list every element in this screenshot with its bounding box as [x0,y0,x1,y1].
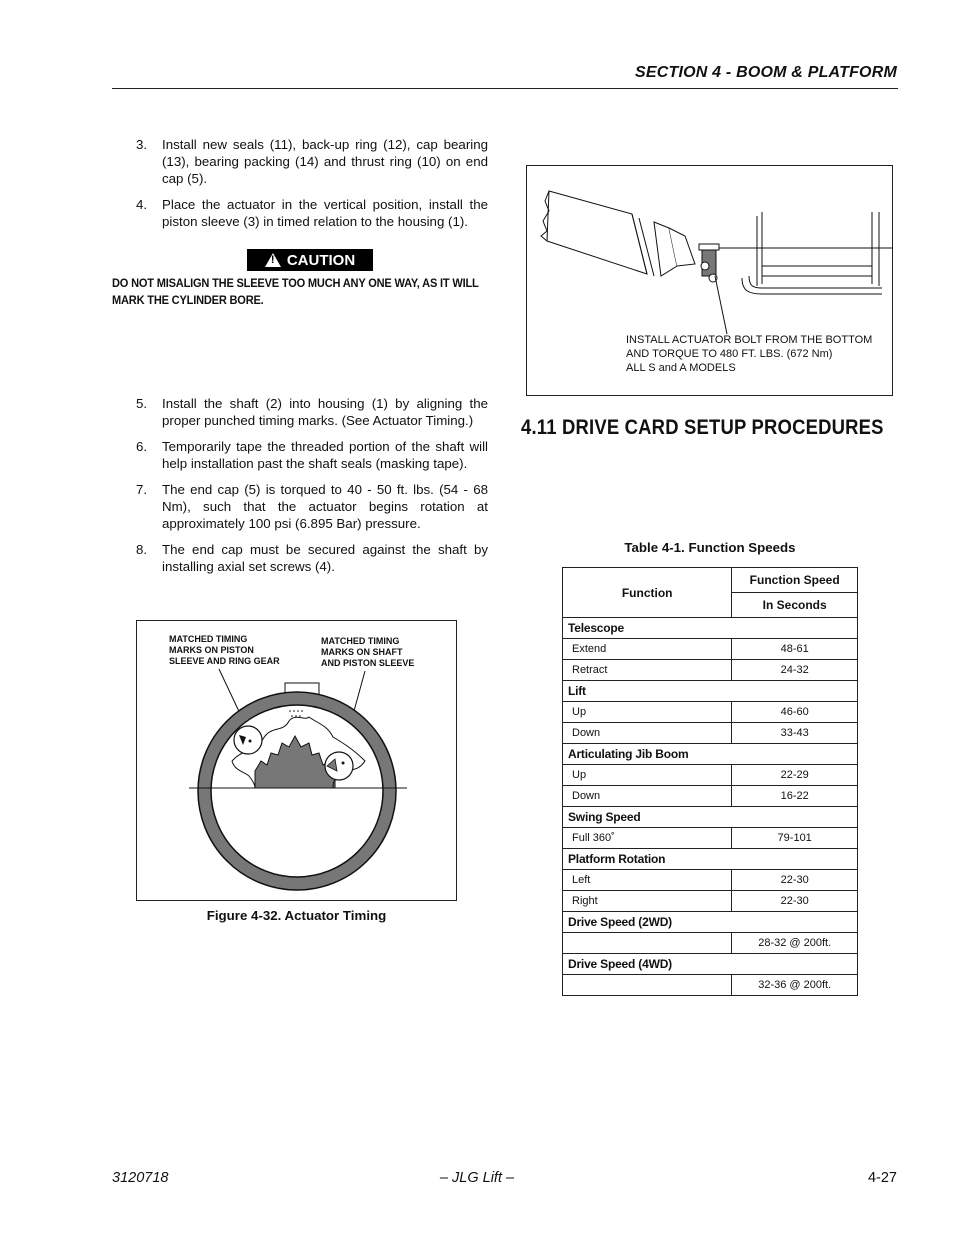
step-number: 6. [136,439,148,454]
actuator-timing-figure [136,620,457,901]
actuator-bolt-drawing [527,166,892,395]
column-header-function: Function [563,568,732,618]
table-row [563,723,858,744]
column-header-speed: Function Speed [732,568,858,593]
section-heading: 4.11 DRIVE CARD SETUP PROCEDURES [521,416,884,439]
function-label: Extend [563,639,732,660]
actuator-timing-drawing [137,621,456,900]
step-text: Temporarily tape the threaded portion of the shaft will help installation past the shaft seals (masking tape). [162,439,488,471]
install-note-text: INSTALL ACTUATOR BOLT FROM THE BOTTOM AND TORQUE TO 480 FT. LBS. (672 Nm) ALL S and A MODELS [626,334,873,374]
function-label: Down [563,786,732,807]
function-label: Left [563,870,732,891]
table-caption: Table 4-1. Function Speeds [624,540,796,555]
step-number: 7. [136,482,148,497]
table-category-row [563,954,858,975]
speed-value: 22-30 [732,870,858,891]
table-category-row [563,807,858,828]
function-label: Right [563,891,732,912]
procedure-steps-part-1 [112,136,488,239]
figure-label-left: MATCHED TIMING MARKS ON PISTON SLEEVE AND RING GEAR [169,634,280,666]
function-speeds-table [562,567,858,996]
section-header-title: SECTION 4 - BOOM & PLATFORM [635,64,897,81]
step-number: 4. [136,197,148,212]
category-label: Articulating Jib Boom [563,744,858,765]
function-label: Down [563,723,732,744]
category-label: Lift [563,681,858,702]
table-category-row [563,618,858,639]
table-row [563,975,858,996]
speed-value: 46-60 [732,702,858,723]
actuator-bolt-figure [526,165,893,396]
function-label: Full 360˚ [563,828,732,849]
table-row [563,870,858,891]
table-category-row [563,681,858,702]
caution-badge [247,249,373,271]
footer-publisher: – JLG Lift – [439,1170,515,1186]
caution-label: CAUTION [286,251,356,269]
category-label: Drive Speed (4WD) [563,954,858,975]
warning-triangle-icon [265,253,281,267]
procedure-step [112,438,488,472]
table-row [563,786,858,807]
speed-value: 79-101 [732,828,858,849]
table-category-row [563,849,858,870]
figure-label-right: MATCHED TIMING MARKS ON SHAFT AND PISTON SLEEVE [321,636,415,668]
function-label [563,933,732,954]
step-text: The end cap must be secured against the shaft by installing axial set screws (4). [162,542,488,574]
procedure-steps-part-2 [112,395,488,584]
procedure-step [112,481,488,532]
function-label: Up [563,765,732,786]
speed-value: 24-32 [732,660,858,681]
speed-value: 28-32 @ 200ft. [732,933,858,954]
function-label: Retract [563,660,732,681]
speed-value: 32-36 @ 200ft. [732,975,858,996]
table-category-row [563,744,858,765]
procedure-step [112,196,488,230]
footer-page-number: 4-27 [867,1170,897,1186]
table-row [563,639,858,660]
caution-text: DO NOT MISALIGN THE SLEEVE TOO MUCH ANY ONE WAY, AS IT WILL MARK THE CYLINDER BORE. [112,276,479,307]
category-label: Platform Rotation [563,849,858,870]
step-number: 5. [136,396,148,411]
table-row [563,660,858,681]
table-row [563,828,858,849]
step-number: 8. [136,542,148,557]
speed-value: 22-30 [732,891,858,912]
category-label: Swing Speed [563,807,858,828]
header-divider [112,88,898,89]
function-label: Up [563,702,732,723]
step-text: Place the actuator in the vertical position, install the piston sleeve (3) in timed relation to the housing (1). [162,197,488,229]
table-row [563,891,858,912]
category-label: Telescope [563,618,858,639]
step-text: The end cap (5) is torqued to 40 - 50 ft. lbs. (54 - 68 Nm), such that the actuator begins rotation at approximately 100 psi (6.895 Bar) pressure. [162,482,488,531]
speed-value: 16-22 [732,786,858,807]
speed-value: 48-61 [732,639,858,660]
footer-doc-number: 3120718 [112,1170,169,1186]
speed-value: 33-43 [732,723,858,744]
table-row [563,702,858,723]
category-label: Drive Speed (2WD) [563,912,858,933]
table-row [563,765,858,786]
function-label [563,975,732,996]
procedure-step [112,541,488,575]
speed-value: 22-29 [732,765,858,786]
procedure-step [112,136,488,187]
table-row [563,933,858,954]
step-number: 3. [136,137,148,152]
figure-caption: Figure 4-32. Actuator Timing [206,908,387,923]
procedure-step [112,395,488,429]
step-text: Install the shaft (2) into housing (1) by aligning the proper punched timing marks. (See Actuator Timing.) [162,396,488,428]
step-text: Install new seals (11), back-up ring (12), cap bearing (13), bearing packing (14) and thrust ring (10) on end cap (5). [162,137,488,186]
column-header-speed-unit: In Seconds [732,593,858,618]
table-category-row [563,912,858,933]
